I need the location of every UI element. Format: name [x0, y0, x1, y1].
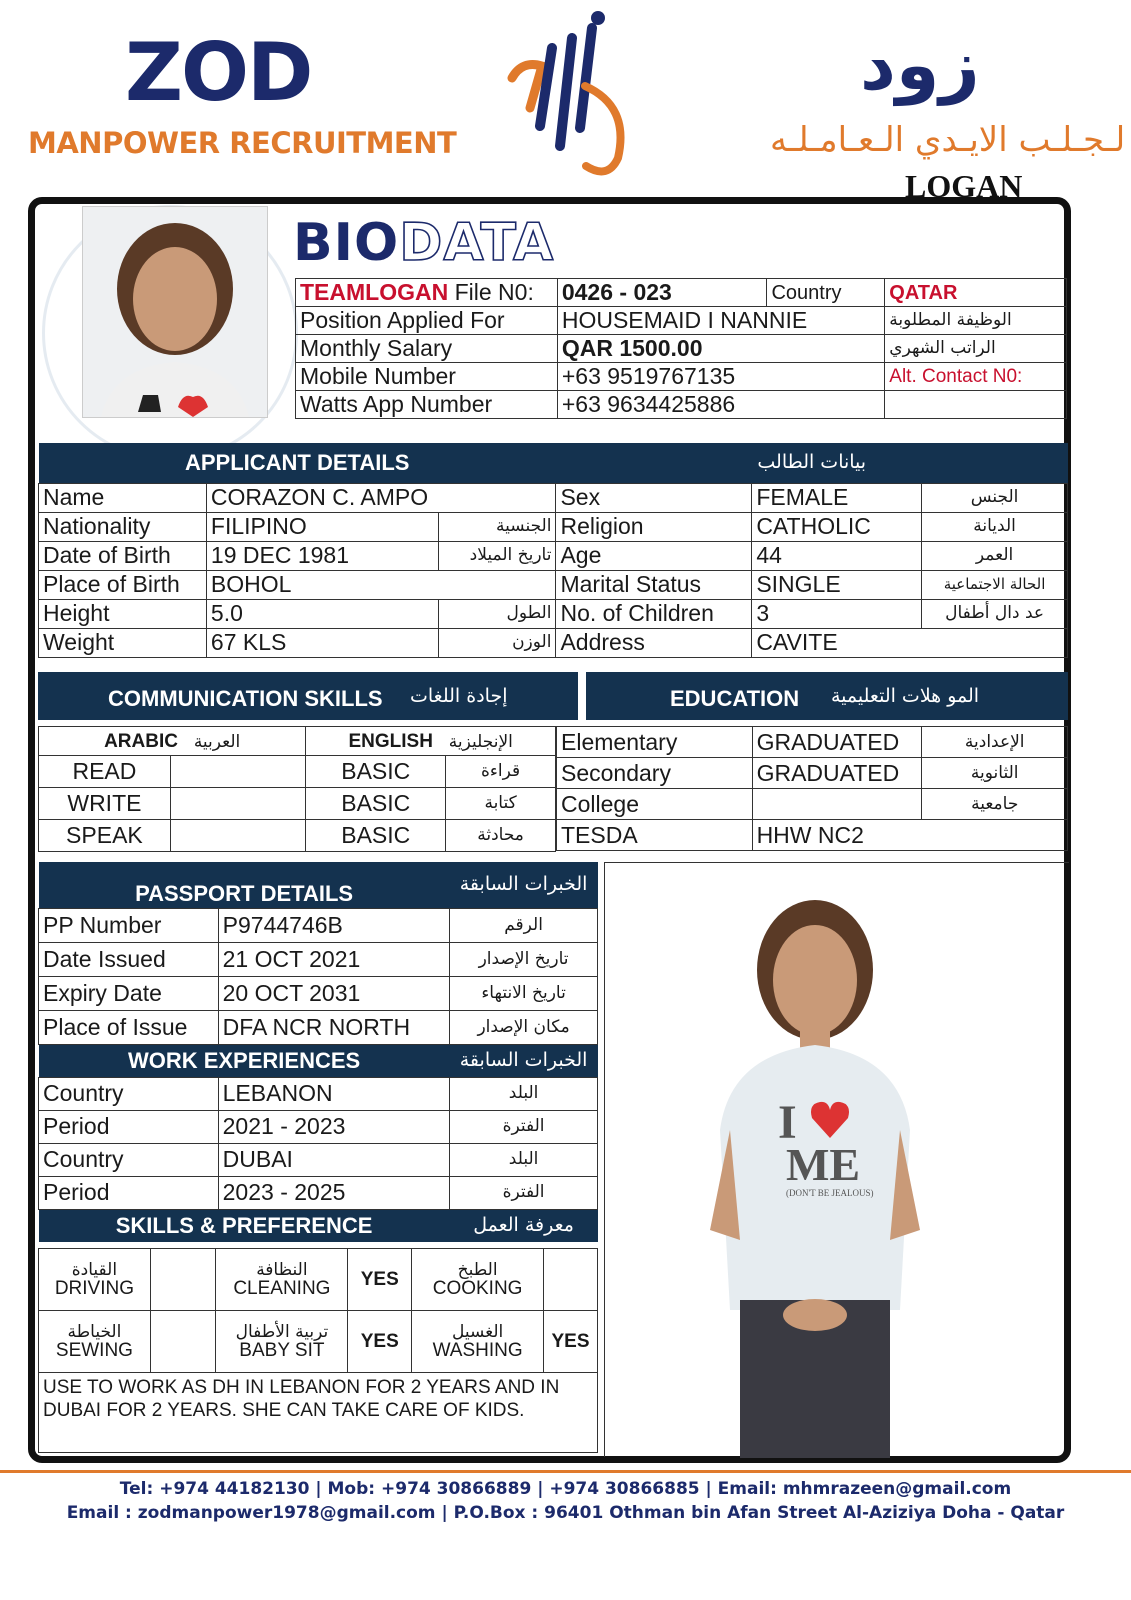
applicant-full-photo — [700, 890, 930, 1458]
read-label-arabic: قراءة — [446, 756, 556, 788]
shirt-print-i: I — [778, 1096, 797, 1149]
file-number-label: TEAMLOGAN File N0: — [296, 279, 558, 307]
skill-cleaning-value: YES — [348, 1249, 412, 1311]
applicant-portrait — [82, 206, 268, 418]
education-table — [556, 726, 1068, 851]
height-value: 5.0 — [206, 599, 438, 628]
education-row-label: Elementary — [557, 727, 753, 758]
write-arabic-level — [170, 788, 306, 820]
weight-label: Weight — [39, 628, 207, 657]
religion-label: Religion — [556, 512, 752, 541]
speak-label: SPEAK — [39, 820, 171, 852]
education-row-label: Secondary — [557, 758, 753, 789]
work-row-label: Country — [39, 1143, 219, 1176]
communication-heading-band — [38, 672, 578, 720]
marital-label: Marital Status — [556, 570, 752, 599]
weight-value: 67 KLS — [206, 628, 438, 657]
name-value: CORAZON C. AMPO — [206, 483, 556, 512]
passport-row-label: Expiry Date — [39, 976, 219, 1010]
skill-sewing-value — [150, 1311, 216, 1373]
write-label-arabic: كتابة — [446, 788, 556, 820]
skill-cleaning: النظافة CLEANING — [216, 1249, 348, 1311]
read-arabic-level — [170, 756, 306, 788]
remarks: USE TO WORK AS DH IN LEBANON FOR 2 YEARS AND IN DUBAI FOR 2 YEARS. SHE CAN TAKE CARE OF KIDS. — [39, 1373, 598, 1453]
shirt-print-me: ME — [786, 1139, 861, 1190]
education-row-label: College — [557, 789, 753, 820]
brand-subtitle-arabic: لـجـلـب الايـدي الـعـامـلـه — [770, 120, 1126, 160]
file-info-table — [295, 278, 1067, 419]
biodata-title-bold: BIO — [293, 213, 400, 273]
whatsapp-value: +63 9634425886 — [557, 391, 884, 419]
footer-contact-line2: Email : zodmanpower1978@gmail.com | P.O.Box : 96401 Othman bin Afan Street Al-Aziziya Doha - Qatar — [66, 1503, 1065, 1523]
work-row-value: LEBANON — [218, 1077, 450, 1110]
passport-row-arabic: مكان الإصدار — [450, 1010, 598, 1044]
speak-label-arabic: محادثة — [446, 820, 556, 852]
sex-value: FEMALE — [752, 483, 922, 512]
children-label: No. of Children — [556, 599, 752, 628]
write-label: WRITE — [39, 788, 171, 820]
write-english-level: BASIC — [306, 788, 446, 820]
age-label-arabic: العمر — [922, 541, 1068, 570]
salary-label-arabic: الراتب الشهري — [885, 335, 1067, 363]
passport-row-label: PP Number — [39, 908, 219, 942]
brand-name: ZOD — [125, 26, 312, 119]
footer-divider — [0, 1470, 1131, 1473]
passport-row-arabic: تاريخ الانتهاء — [450, 976, 598, 1010]
passport-row-label: Place of Issue — [39, 1010, 219, 1044]
religion-label-arabic: الديانة — [922, 512, 1068, 541]
footer-contact-line1: Tel: +974 44182130 | Mob: +974 30866889 | +974 30866885 | Email: mhmrazeen@gmail.com — [119, 1479, 1012, 1499]
age-label: Age — [556, 541, 752, 570]
height-label-arabic: الطول — [438, 599, 556, 628]
alt-contact-label: Alt. Contact N0: — [885, 363, 1067, 391]
company-logo-icon — [500, 8, 640, 178]
passport-row-label: Date Issued — [39, 942, 219, 976]
dob-label: Date of Birth — [39, 541, 207, 570]
skill-cooking: الطبخ COOKING — [412, 1249, 544, 1311]
communication-heading: COMMUNICATION SKILLS — [108, 686, 383, 711]
passport-row-value: 20 OCT 2031 — [218, 976, 450, 1010]
position-value: HOUSEMAID I NANNIE — [557, 307, 884, 335]
passport-work-skills-table — [38, 862, 598, 1242]
work-row-arabic: البلد — [450, 1077, 598, 1110]
skill-babysit: تربية الأطفال BABY SIT — [216, 1311, 348, 1373]
biodata-title-outline: DATA — [399, 213, 555, 273]
country-label: Country — [767, 279, 885, 307]
skill-babysit-value: YES — [348, 1311, 412, 1373]
read-english-level: BASIC — [306, 756, 446, 788]
file-number-value: 0426 - 023 — [557, 279, 767, 307]
marital-label-arabic: الحالة الاجتماعية — [922, 570, 1068, 599]
children-label-arabic: عد دال أطفال — [922, 599, 1068, 628]
work-heading-arabic: الخبرات السابقة — [450, 1044, 598, 1077]
children-value: 3 — [752, 599, 922, 628]
passport-row-arabic: الرقم — [450, 908, 598, 942]
heart-icon — [808, 1100, 852, 1140]
speak-english-level: BASIC — [306, 820, 446, 852]
position-label: Position Applied For — [296, 307, 558, 335]
alt-contact-value — [885, 391, 1067, 419]
education-heading-arabic: المو هلات التعليمية — [831, 685, 980, 707]
work-row-label: Period — [39, 1110, 219, 1143]
education-heading: EDUCATION — [670, 686, 800, 711]
pob-label: Place of Birth — [39, 570, 207, 599]
whatsapp-label: Watts App Number — [296, 391, 558, 419]
position-label-arabic: الوظيفة المطلوبة — [885, 307, 1067, 335]
dob-label-arabic: تاريخ الميلاد — [438, 541, 556, 570]
sex-label: Sex — [556, 483, 752, 512]
brand-name-arabic: زود — [860, 24, 980, 106]
work-row-label: Country — [39, 1077, 219, 1110]
applicant-details-heading-arabic: بيانات الطالب — [556, 443, 1068, 483]
education-row-value: GRADUATED — [752, 727, 922, 758]
name-label: Name — [39, 483, 207, 512]
communication-heading-arabic: إجادة اللغات — [410, 685, 508, 707]
work-row-label: Period — [39, 1176, 219, 1209]
work-heading: WORK EXPERIENCES — [39, 1044, 450, 1077]
passport-heading: PASSPORT DETAILS — [39, 862, 450, 908]
address-value: CAVITE — [752, 628, 1068, 657]
pob-value: BOHOL — [206, 570, 556, 599]
skill-driving: القيادة DRIVING — [39, 1249, 151, 1311]
applicant-details-table — [38, 443, 1068, 658]
mobile-label: Mobile Number — [296, 363, 558, 391]
education-row-value: GRADUATED — [752, 758, 922, 789]
religion-value: CATHOLIC — [752, 512, 922, 541]
speak-arabic-level — [170, 820, 306, 852]
skill-washing-value: YES — [544, 1311, 598, 1373]
salary-value: QAR 1500.00 — [557, 335, 884, 363]
biodata-title — [293, 213, 554, 273]
nationality-value: FILIPINO — [206, 512, 438, 541]
education-row-arabic: الإعدادية — [922, 727, 1068, 758]
nationality-label: Nationality — [39, 512, 207, 541]
skill-washing: الغسيل WASHING — [412, 1311, 544, 1373]
brand-subtitle: MANPOWER RECRUITMENT — [28, 126, 457, 160]
education-heading-band — [586, 672, 1068, 720]
address-label: Address — [556, 628, 752, 657]
passport-row-value: 21 OCT 2021 — [218, 942, 450, 976]
weight-label-arabic: الوزن — [438, 628, 556, 657]
work-row-value: 2021 - 2023 — [218, 1110, 450, 1143]
sex-label-arabic: الجنس — [922, 483, 1068, 512]
education-row-arabic: الثانوية — [922, 758, 1068, 789]
education-row-value — [752, 789, 922, 820]
age-value: 44 — [752, 541, 922, 570]
education-row-value: HHW NC2 — [752, 820, 1067, 851]
height-label: Height — [39, 599, 207, 628]
read-label: READ — [39, 756, 171, 788]
skill-cooking-value — [544, 1249, 598, 1311]
applicant-details-heading: APPLICANT DETAILS — [39, 443, 556, 483]
communication-table — [38, 726, 556, 852]
agent-name: LOGAN — [905, 168, 1023, 204]
nationality-label-arabic: الجنسية — [438, 512, 556, 541]
arabic-header: ARABIC العربية — [39, 727, 306, 756]
mobile-value: +63 9519767135 — [557, 363, 884, 391]
education-row-label: TESDA — [557, 820, 753, 851]
work-row-value: 2023 - 2025 — [218, 1176, 450, 1209]
education-row-arabic: جامعية — [922, 789, 1068, 820]
shirt-print-tagline: (DON'T BE JEALOUS) — [786, 1188, 874, 1198]
passport-row-value: P9744746B — [218, 908, 450, 942]
skills-heading: SKILLS & PREFERENCE — [39, 1209, 450, 1242]
skills-table — [38, 1248, 598, 1453]
salary-label: Monthly Salary — [296, 335, 558, 363]
work-row-arabic: الفترة — [450, 1176, 598, 1209]
skill-driving-value — [150, 1249, 216, 1311]
work-row-arabic: البلد — [450, 1143, 598, 1176]
dob-value: 19 DEC 1981 — [206, 541, 438, 570]
country-value: QATAR — [885, 279, 1067, 307]
passport-row-value: DFA NCR NORTH — [218, 1010, 450, 1044]
marital-value: SINGLE — [752, 570, 922, 599]
passport-heading-arabic: الخبرات السابقة — [450, 862, 598, 908]
passport-row-arabic: تاريخ الإصدار — [450, 942, 598, 976]
work-row-arabic: الفترة — [450, 1110, 598, 1143]
skill-sewing: الخياطة SEWING — [39, 1311, 151, 1373]
english-header: ENGLISH الإنجليزية — [306, 727, 556, 756]
work-row-value: DUBAI — [218, 1143, 450, 1176]
person-portrait-icon — [83, 207, 267, 417]
skills-heading-arabic: معرفة العمل — [450, 1209, 598, 1242]
